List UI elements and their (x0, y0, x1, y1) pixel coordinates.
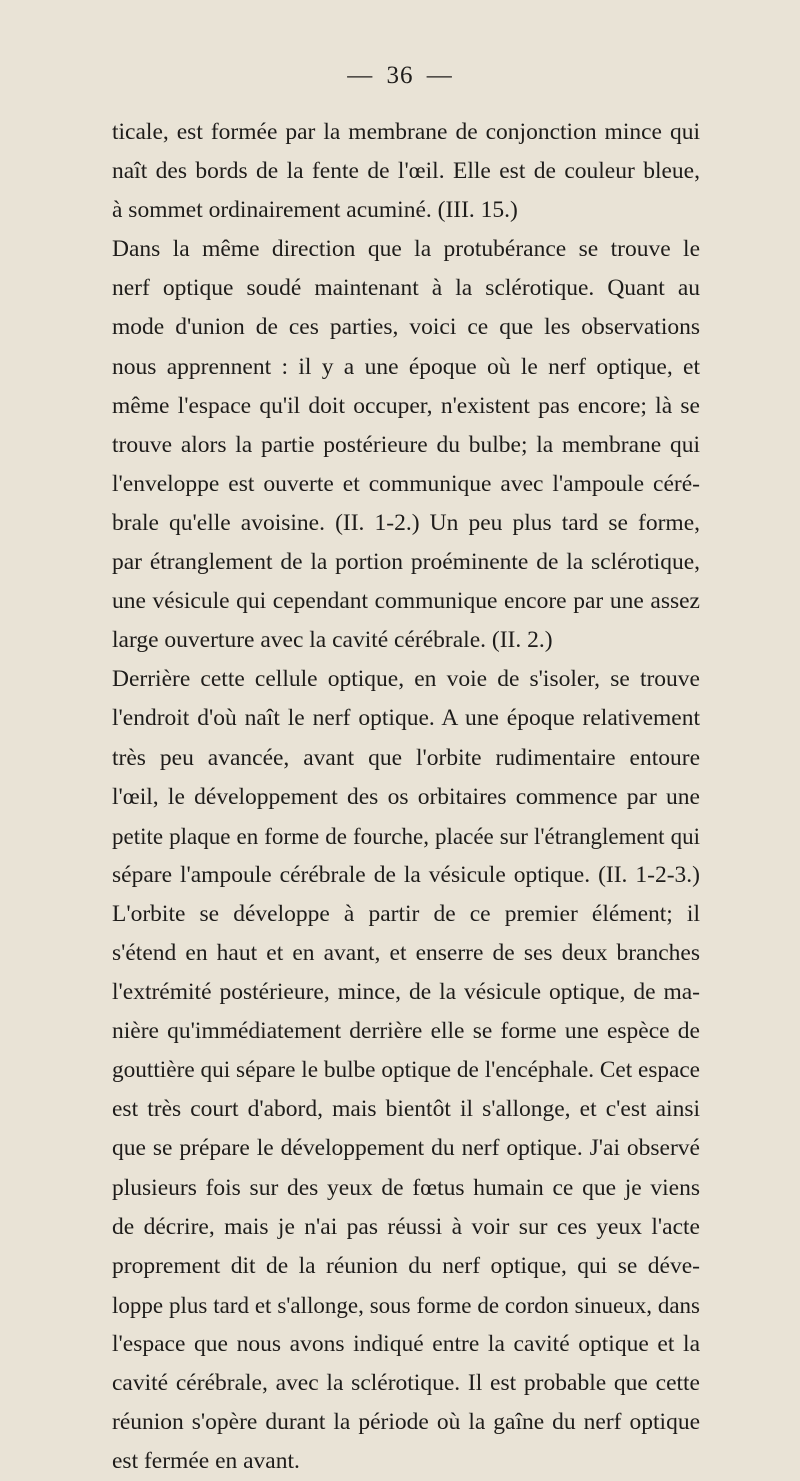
text-line: Dans la même direction que la protubérance se trouve le (112, 236, 700, 263)
text-line: même l'espace qu'il doit occuper, n'existent pas encore; là se (112, 392, 700, 419)
text-line: l'espace que nous avons indiqué entre la cavité optique et la (112, 1330, 700, 1357)
text-line: l'endroit d'où naît le nerf optique. A une époque relativement (112, 705, 700, 732)
text-line: cavité cérébrale, avec la sclérotique. Il est probable que cette (112, 1370, 700, 1396)
text-line: de décrire, mais je n'ai pas réussi à voir sur ces yeux l'acte (112, 1213, 700, 1240)
text-line: petite plaque en forme de fourche, placée sur l'étranglement qui (112, 823, 700, 849)
text-line: que se prépare le développement du nerf optique. J'ai observé (112, 1135, 700, 1162)
text-line: mode d'union de ces parties, voici ce que les observations (112, 314, 700, 341)
text-line: gouttière qui sépare le bulbe optique de l'encéphale. Cet espace (112, 1057, 700, 1084)
text-line: est très court d'abord, mais bientôt il s'allonge, et c'est ainsi (112, 1096, 700, 1123)
body-text (112, 113, 700, 1481)
text-line: très peu avancée, avant que l'orbite rudimentaire entoure (112, 744, 700, 771)
text-line: s'étend en haut et en avant, et enserre de ses deux branches (112, 939, 700, 966)
text-line: l'œil, le développement des os orbitaires commence par une (112, 783, 700, 810)
text-line: plusieurs fois sur des yeux de fœtus humain ce que je viens (112, 1174, 700, 1201)
text-line: l'extrémité postérieure, mince, de la vésicule optique, de ma- (112, 979, 700, 1006)
text-line: proprement dit de la réunion du nerf optique, qui se déve- (112, 1252, 700, 1279)
text-line: brale qu'elle avoisine. (II. 1-2.) Un peu plus tard se forme, (112, 509, 700, 536)
text-line: nous apprennent : il y a une époque où le nerf optique, et (112, 353, 700, 380)
text-line: réunion s'opère durant la période où la gaîne du nerf optique (112, 1409, 700, 1436)
text-line: loppe plus tard et s'allonge, sous forme de cordon sinueux, dans (112, 1292, 700, 1318)
text-line: naît des bords de la fente de l'œil. Elle est de couleur bleue, (112, 158, 700, 185)
text-line: trouve alors la partie postérieure du bulbe; la membrane qui (112, 431, 700, 458)
text-line: l'enveloppe est ouverte et communique avec l'ampoule céré- (112, 470, 700, 497)
text-line: est fermée en avant. (112, 1448, 300, 1475)
text-line: ticale, est formée par la membrane de conjonction mince qui (112, 119, 700, 145)
text-line: Derrière cette cellule optique, en voie de s'isoler, se trouve (112, 666, 700, 693)
text-line: une vésicule qui cependant communique encore par une assez (112, 588, 700, 615)
text-line: L'orbite se développe à partir de ce premier élément; il (112, 900, 700, 927)
text-line: nière qu'immédiatement derrière elle se forme une espèce de (112, 1018, 700, 1045)
page-number: — 36 — (347, 62, 453, 89)
text-line: large ouverture avec la cavité cérébrale. (II. 2.) (112, 627, 553, 654)
text-line: sépare l'ampoule cérébrale de la vésicule optique. (II. 1-2-3.) (112, 861, 700, 888)
text-line: nerf optique soudé maintenant à la sclérotique. Quant au (112, 275, 700, 302)
text-line: par étranglement de la portion proéminente de la sclérotique, (112, 549, 700, 576)
text-line: à sommet ordinairement acuminé. (III. 15.) (112, 197, 518, 224)
